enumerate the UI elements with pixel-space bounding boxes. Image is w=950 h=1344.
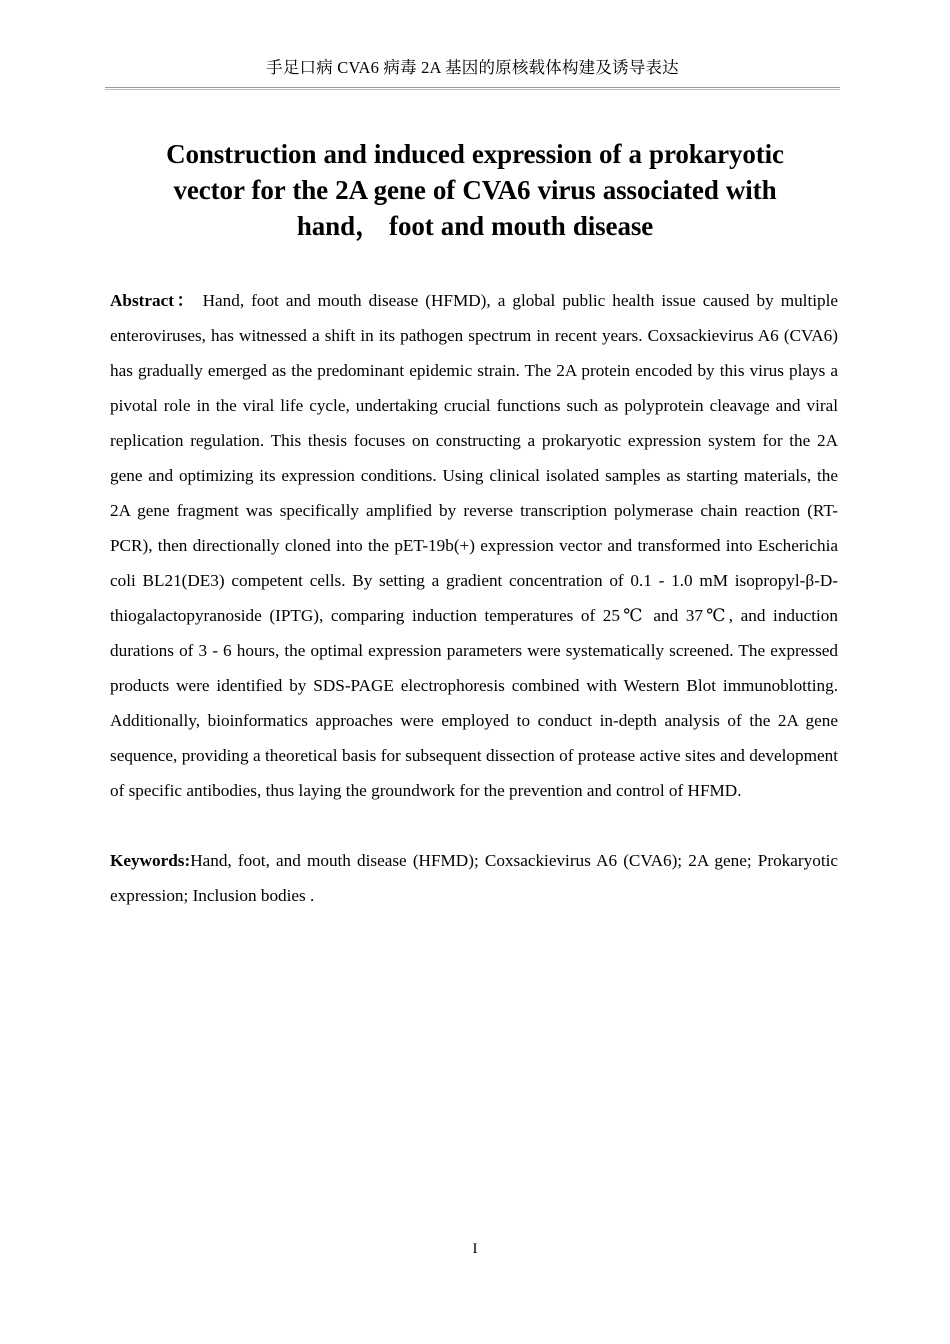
keywords-label: Keywords: bbox=[110, 851, 191, 870]
page-number: I bbox=[472, 1241, 478, 1257]
keywords-paragraph bbox=[110, 808, 838, 913]
running-header bbox=[105, 58, 840, 90]
abstract-body: Hand, foot and mouth disease (HFMD), a global public health issue caused by multiple enteroviruses, has witnessed a shift in its pathogen spectrum in recent years. Coxsackievirus A6 (CVA6) has gradually emerged as the predominant epidemic strain. The 2A protein encoded by this virus plays a pivotal role in the viral life cycle, undertaking crucial functions such as polyprotein cleavage and viral replication regulation. This thesis focuses on constructing a prokaryotic expression system for the 2A gene and optimizing its expression conditions. Using clinical isolated samples as starting materials, the 2A gene fragment was specifically amplified by reverse transcription polymerase chain reaction (RT-PCR), then directionally cloned into the pET-19b(+) expression vector and transformed into Escherichia coli BL21(DE3) competent cells. By setting a gradient concentration of 0.1 - 1.0 mM isopropyl-β-D-thiogalactopyranoside (IPTG), comparing induction temperatures of 25℃ and 37℃, and induction durations of 3 - 6 hours, the optimal expression parameters were systematically screened. The expressed products were identified by SDS-PAGE electrophoresis combined with Western Blot immunoblotting. Additionally, bioinformatics approaches were employed to conduct in-depth analysis of the 2A gene sequence, providing a theoretical basis for subsequent dissection of protease active sites and development of specific antibodies, thus laying the groundwork for the prevention and control of HFMD. bbox=[110, 291, 838, 800]
running-header-title: 手足口病 CVA6 病毒 2A 基因的原核载体构建及诱导表达 bbox=[266, 58, 679, 77]
page-footer bbox=[0, 1240, 950, 1258]
abstract-paragraph bbox=[110, 283, 838, 808]
title-block bbox=[130, 137, 820, 245]
abstract-section bbox=[110, 283, 838, 913]
abstract-label: Abstract： bbox=[110, 291, 197, 310]
keywords-body: Hand, foot, and mouth disease (HFMD); Coxsackievirus A6 (CVA6); 2A gene; Prokaryotic expression; Inclusion bodies . bbox=[110, 851, 838, 905]
header-rule-divider bbox=[105, 87, 840, 90]
page-title: Construction and induced expression of a prokaryotic vector for the 2A gene of CVA6 virus associated with hand， foot and mouth disease bbox=[166, 139, 784, 241]
